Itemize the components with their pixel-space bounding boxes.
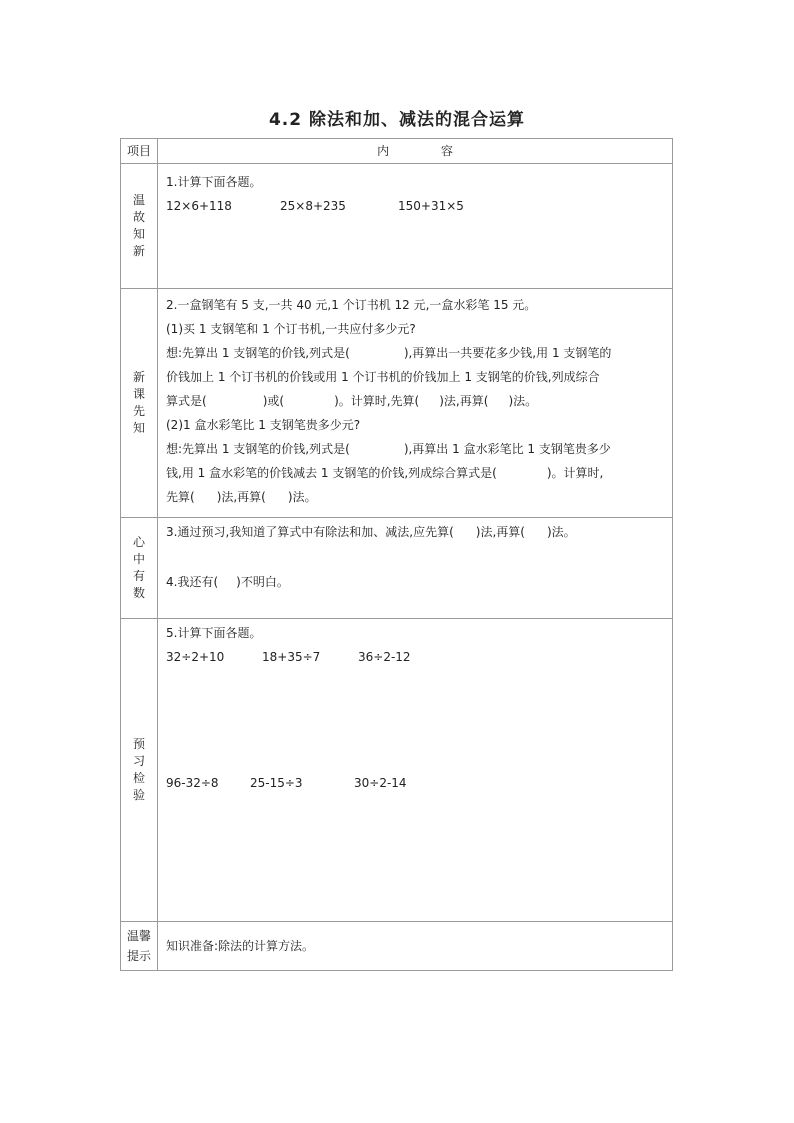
q2-part2-think-line2: [166, 461, 666, 485]
tips-label: 温馨提示: [126, 929, 151, 963]
review-content: [158, 164, 673, 289]
q2-part2-think-line3: [166, 485, 666, 509]
text-segment: ),再算出 1 盒水彩笔比 1 支钢笔贵多少: [403, 442, 611, 456]
page-title: 4.2 除法和加、减法的混合运算: [268, 110, 526, 130]
q2-part1-question: (1)买 1 支钢笔和 1 个订书机,一共应付多少元?: [166, 322, 416, 336]
review-row: [121, 164, 673, 289]
review-expr-1: 12×6+118: [166, 199, 232, 213]
text-segment: )法,再算(: [475, 525, 525, 539]
check-expr-1: 32÷2+10: [166, 650, 225, 664]
text-segment: )不明白。: [236, 575, 289, 589]
q2-part2-think-line1: [166, 437, 666, 461]
review-expr-2: 25×8+235: [280, 199, 346, 213]
text-segment: 算式是(: [166, 394, 207, 408]
review-expr-3: 150+31×5: [398, 199, 464, 213]
worksheet-table: [120, 138, 673, 971]
text-segment: 4.我还有(: [166, 575, 219, 589]
text-segment: )或(: [262, 394, 285, 408]
new-label: 新课先知: [132, 370, 145, 435]
check-row: [121, 619, 673, 922]
text-segment: 先算(: [166, 490, 195, 504]
text-segment: )。计算时,先算(: [334, 394, 420, 408]
review-expressions: [166, 194, 666, 218]
new-lesson-row: [121, 289, 673, 518]
text-segment: 想:先算出 1 支钢笔的价钱,列式是(: [166, 346, 350, 360]
check-expressions-row1: [166, 645, 666, 669]
q2-part2-question: (2)1 盒水彩笔比 1 支钢笔贵多少元?: [166, 418, 361, 432]
tips-label-cell: [121, 922, 158, 971]
check-expr-3: 36÷2-12: [358, 650, 411, 664]
text-segment: )法。: [287, 490, 317, 504]
review-label: 温故知新: [132, 193, 145, 258]
check-expr-6: 30÷2-14: [354, 776, 407, 790]
q3-text: [166, 520, 666, 544]
q1-text: 1.计算下面各题。: [166, 175, 262, 189]
q2-part1-think-line2: 价钱加上 1 个订书机的价钱或用 1 个订书机的价钱加上 1 支钢笔的价钱,列成综合: [166, 370, 600, 384]
tips-text: 知识准备:除法的计算方法。: [166, 939, 315, 953]
tips-row: [121, 922, 673, 971]
text-segment: )法。: [508, 394, 538, 408]
text-segment: )法,再算(: [216, 490, 266, 504]
mind-row: [121, 518, 673, 619]
tips-content: [158, 922, 673, 971]
text-segment: )法。: [546, 525, 576, 539]
q5-text: 5.计算下面各题。: [166, 626, 262, 640]
header-item-label: 项目: [121, 139, 158, 164]
q2-part1-think-line1: [166, 341, 666, 365]
mind-label-cell: [121, 518, 158, 619]
check-label: 预习检验: [132, 737, 145, 802]
text-segment: ),再算出一共要花多少钱,用 1 支钢笔的: [403, 346, 612, 360]
table-header-row: [121, 139, 673, 164]
text-segment: 钱,用 1 盒水彩笔的价钱减去 1 支钢笔的价钱,列成综合算式是(: [166, 466, 497, 480]
check-expr-2: 18+35÷7: [262, 650, 321, 664]
check-expressions-row2: [166, 771, 666, 795]
mind-content: [158, 518, 673, 619]
mind-label: 心中有数: [132, 535, 145, 600]
q2-part1-think-line3: [166, 389, 666, 413]
header-content-label: 内 容: [158, 139, 673, 164]
q4-text: [166, 570, 666, 594]
text-segment: )法,再算(: [439, 394, 489, 408]
text-segment: 想:先算出 1 支钢笔的价钱,列式是(: [166, 442, 350, 456]
new-content: [158, 289, 673, 518]
check-content: [158, 619, 673, 922]
check-expr-5: 25-15÷3: [250, 776, 303, 790]
check-expr-4: 96-32÷8: [166, 776, 219, 790]
q2-text: 2.一盒钢笔有 5 支,一共 40 元,1 个订书机 12 元,一盒水彩笔 15 元。: [166, 298, 537, 312]
text-segment: )。计算时,: [546, 466, 604, 480]
check-label-cell: [121, 619, 158, 922]
new-label-cell: [121, 289, 158, 518]
review-label-cell: [121, 164, 158, 289]
text-segment: 3.通过预习,我知道了算式中有除法和加、减法,应先算(: [166, 525, 454, 539]
